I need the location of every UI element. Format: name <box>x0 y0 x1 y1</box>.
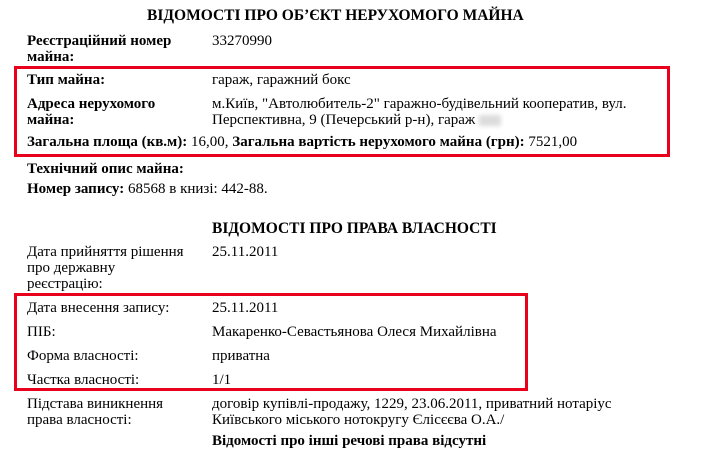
address-label-line1: Адреса нерухомого <box>27 96 156 112</box>
type-value: гараж, гаражний бокс <box>212 72 351 88</box>
record-row <box>27 181 268 198</box>
area-and-value-row <box>27 134 577 151</box>
owner-name-label: ПІБ: <box>27 324 56 340</box>
ownership-share-value: 1/1 <box>212 372 232 388</box>
address-value-line2 <box>212 112 501 129</box>
rights-section-title: ВІДОМОСТІ ПРО ПРАВА ВЛАСНОСТІ <box>212 220 497 237</box>
decision-label-line3: реєстрацію: <box>27 276 103 292</box>
reg-number-value: 33270990 <box>212 33 272 49</box>
record-value: 68568 в книзі: 442-88. <box>127 181 268 197</box>
decision-date-value: 25.11.2011 <box>212 244 279 260</box>
record-label: Номер запису: <box>27 181 125 197</box>
entry-date-value: 25.11.2011 <box>212 300 279 316</box>
redacted-garage-number <box>479 115 501 126</box>
entry-date-label: Дата внесення запису: <box>27 300 170 316</box>
decision-label-line2: про державну <box>27 260 116 276</box>
area-value: 16,00, <box>191 134 229 150</box>
basis-value-line1: договір купівлі-продажу, 1229, 23.06.2011, приватний нотаріус <box>212 396 612 412</box>
ownership-share-label: Частка власності: <box>27 372 140 388</box>
tech-description-label: Технічний опис майна: <box>27 161 184 177</box>
type-label: Тип майна: <box>27 72 106 88</box>
address-value-line1: м.Київ, "Автолюбитель-2" гаражно-будівельний кооператив, вул. <box>212 96 627 112</box>
address-value-line2-text: Перспективна, 9 (Печерський р-н), гараж <box>212 112 476 128</box>
basis-label-line1: Підстава виникнення <box>27 396 164 412</box>
basis-label-line2: права власності: <box>27 412 132 428</box>
other-rights-note: Відомості про інші речові права відсутні <box>212 433 487 449</box>
total-value: 7521,00 <box>528 134 578 150</box>
decision-label-line1: Дата прийняття рішення <box>27 244 184 260</box>
address-label-line2: майна: <box>27 112 75 128</box>
reg-number-label-line1: Реєстраційний номер <box>27 33 172 49</box>
ownership-form-label: Форма власності: <box>27 348 139 364</box>
total-value-label: Загальна вартість нерухомого майна (грн): <box>232 134 525 150</box>
ownership-form-value: приватна <box>212 348 270 364</box>
basis-value-line2: Київського міського нотокругу Єлісєєва О.А./ <box>212 412 505 428</box>
area-label: Загальна площа (кв.м): <box>27 134 188 150</box>
owner-name-value: Макаренко-Севастьянова Олеся Михайлівна <box>212 324 497 340</box>
reg-number-label-line2: майна: <box>27 49 75 65</box>
property-section-title: ВІДОМОСТІ ПРО ОБ’ЄКТ НЕРУХОМОГО МАЙНА <box>147 7 524 24</box>
